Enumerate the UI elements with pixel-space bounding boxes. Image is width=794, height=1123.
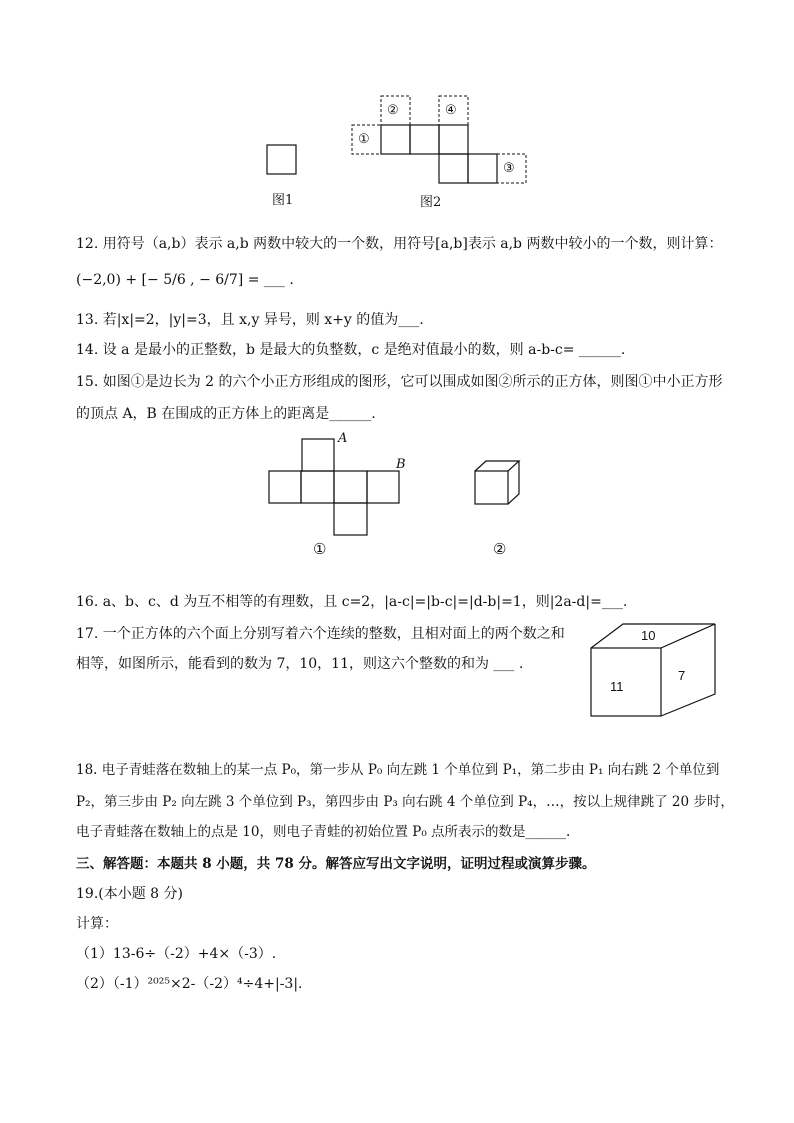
question-13: 13. 若|x|=2，|y|=3，且 x,y 异号，则 x+y 的值为___. [76, 312, 424, 328]
question-16: 16. a、b、c、d 为互不相等的有理数，且 c=2，|a-c|=|b-c|=|d-b|=1，则|2a-d|=___. [76, 594, 628, 610]
figure-15-cube [474, 460, 524, 506]
cube-top-number: 10 [641, 628, 656, 643]
circled-1: ① [358, 132, 370, 147]
figure-17-cube [589, 622, 725, 720]
question-12-text: 12. 用符号（a,b）表示 a,b 两数中较大的一个数，用符号[a,b]表示 a,b 两数中较小的一个数，则计算： [76, 236, 723, 252]
circled-3: ③ [503, 161, 515, 176]
figure-15-1-label: ① [313, 540, 327, 558]
figure-15-net [268, 438, 402, 538]
question-17-line1: 17. 一个正方体的六个面上分别写着六个连续的整数，且相对面上的两个数之和 [76, 626, 565, 642]
question-19-item-2: （2）（-1）²⁰²⁵×2-（-2）⁴÷4+|-3|. [76, 976, 303, 992]
question-19-title: 19.(本小题 8 分) [76, 886, 183, 902]
figure-2-label: 图2 [420, 195, 442, 210]
question-14: 14. 设 a 是最小的正整数，b 是最大的负整数，c 是绝对值最小的数，则 a-b-c= ______. [76, 342, 626, 358]
cube-side-number: 7 [678, 668, 686, 683]
figure-1-square [266, 144, 298, 176]
figure-1-label: 图1 [272, 193, 294, 208]
circled-2: ② [387, 103, 399, 118]
question-15-line2: 的顶点 A，B 在围成的正方体上的距离是______. [76, 406, 376, 422]
question-19-intro: 计算： [76, 916, 118, 932]
vertex-b-label: B [396, 457, 406, 472]
circled-4: ④ [445, 103, 457, 118]
figure-15-2-label: ② [493, 540, 507, 558]
question-17-line2: 相等，如图所示，能看到的数为 7，10，11，则这六个整数的和为 ___ . [76, 656, 524, 672]
question-12-formula: (−2,0) + [− 5/6 , − 6/7] = ___ . [76, 272, 294, 288]
question-18-line3: 电子青蛙落在数轴上的点是 10，则电子青蛙的初始位置 P₀ 点所表示的数是______. [76, 824, 571, 840]
vertex-a-label: A [338, 431, 348, 446]
section-3-heading: 三、解答题：本题共 8 小题，共 78 分。解答应写出文字说明，证明过程或演算步骤。 [76, 856, 596, 872]
question-18-line2: P₂，第三步由 P₂ 向左跳 3 个单位到 P₃，第四步由 P₃ 向右跳 4 个单位到 P₄，…，按以上规律跳了 20 步时， [76, 794, 734, 810]
question-15-line1: 15. 如图①是边长为 2 的六个小正方形组成的图形，它可以围成如图②所示的正方体，则图①中小正方形 [76, 374, 723, 390]
cube-front-number: 11 [610, 679, 624, 694]
question-19-item-1: （1）13-6÷（-2）+4×（-3）. [76, 946, 277, 962]
question-18-line1: 18. 电子青蛙落在数轴上的某一点 P₀，第一步从 P₀ 向左跳 1 个单位到 P₁，第二步由 P₁ 向右跳 2 个单位到 [76, 762, 720, 778]
